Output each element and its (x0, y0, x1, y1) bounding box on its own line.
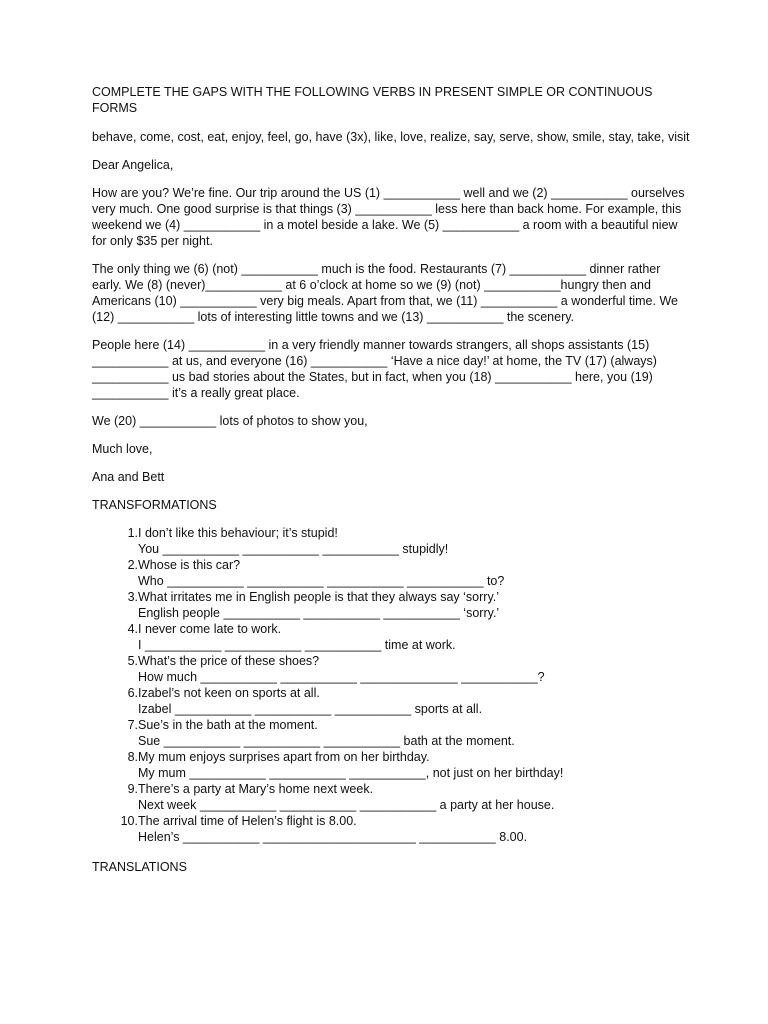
item-rewrite: Sue ___________ ___________ ___________ bath at the moment. (138, 734, 515, 748)
letter-greeting: Dear Angelica, (92, 158, 174, 172)
item-sentence: The arrival time of Helen’s flight is 8.00. (138, 814, 357, 828)
item-number: 9. (127, 782, 138, 796)
item-number: 4. (127, 622, 138, 636)
item-sentence: Izabel’s not keen on sports at all. (138, 686, 320, 700)
list-item (92, 621, 692, 653)
verb-list: behave, come, cost, eat, enjoy, feel, go, have (3x), like, love, realize, say, serve, show, smile, stay, take, visit (92, 130, 690, 144)
item-sentence: I never come late to work. (138, 622, 282, 636)
item-rewrite: English people ___________ ___________ ___________ ‘sorry.’ (138, 606, 500, 620)
letter-closing: Much love, (92, 442, 153, 456)
exercise-heading: COMPLETE THE GAPS WITH THE FOLLOWING VERBS IN PRESENT SIMPLE OR CONTINUOUS FORMS (92, 85, 653, 115)
item-rewrite: Next week ___________ ___________ ___________ a party at her house. (138, 798, 555, 812)
item-sentence: What’s the price of these shoes? (138, 654, 320, 668)
letter-paragraph-1: How are you? We’re fine. Our trip around the US (1) ___________ well and we (2) ___________ ourselves very much. One good surprise is that things (3) ___________ less here than back home. For example, this weekend we (4) ___________ in a motel beside a lake. We (5) ___________ a room with a beautiful niew for only $35 per night. (92, 186, 685, 248)
item-number: 5. (127, 654, 138, 668)
list-item (92, 525, 692, 557)
item-rewrite: My mum ___________ ___________ ___________, not just on her birthday! (138, 766, 564, 780)
item-number: 7. (127, 718, 138, 732)
item-number: 3. (127, 590, 138, 604)
item-sentence: My mum enjoys surprises apart from on her birthday. (138, 750, 430, 764)
worksheet-page (92, 84, 692, 875)
item-sentence: Whose is this car? (138, 558, 241, 572)
item-sentence: Sue’s in the bath at the moment. (138, 718, 318, 732)
list-item (92, 717, 692, 749)
item-rewrite: I ___________ ___________ ___________ time at work. (138, 638, 456, 652)
item-number: 1. (127, 526, 138, 540)
item-rewrite: How much ___________ ___________ ______________ ___________? (138, 670, 545, 684)
list-item (92, 557, 692, 589)
item-rewrite: Helen’s ___________ ______________________ ___________ 8.00. (138, 830, 528, 844)
transformations-title: TRANSFORMATIONS (92, 498, 217, 512)
item-number: 8. (127, 750, 138, 764)
letter-paragraph-4: We (20) ___________ lots of photos to show you, (92, 414, 368, 428)
list-item (92, 813, 692, 845)
item-sentence: I don’t like this behaviour; it’s stupid! (138, 526, 338, 540)
letter-paragraph-2: The only thing we (6) (not) ___________ much is the food. Restaurants (7) ___________ dinner rather early. We (8) (never)___________ at 6 o’clock at home so we (9) (not) ___________hungry then and Americans (10) ___________ very big meals. Apart from that, we (11) ___________ a wonderful time. We (12) ___________ lots of interesting little towns and we (13) ___________ the scenery. (92, 262, 678, 324)
list-item (92, 749, 692, 781)
item-number: 6. (127, 686, 138, 700)
list-item (92, 589, 692, 621)
item-rewrite: You ___________ ___________ ___________ stupidly! (138, 542, 449, 556)
transformations-list (92, 525, 692, 845)
list-item (92, 653, 692, 685)
item-number: 2. (127, 558, 138, 572)
item-rewrite: Izabel ___________ ___________ ___________ sports at all. (138, 702, 483, 716)
list-item (92, 781, 692, 813)
item-sentence: There’s a party at Mary’s home next week. (138, 782, 374, 796)
list-item (92, 685, 692, 717)
translations-title: TRANSLATIONS (92, 860, 187, 874)
item-sentence: What irritates me in English people is that they always say ‘sorry.’ (138, 590, 500, 604)
item-rewrite: Who ___________ ___________ ___________ ___________ to? (138, 574, 505, 588)
letter-signature: Ana and Bett (92, 470, 165, 484)
item-number: 10. (120, 814, 138, 828)
letter-paragraph-3: People here (14) ___________ in a very friendly manner towards strangers, all shops assistants (15) ___________ at us, and everyone (16) ___________ ‘Have a nice day!’ at home, the TV (17) (always) ___________ us bad stories about the States, but in fact, when you (18) ___________ here, you (19) ___________ it’s a really great place. (92, 338, 657, 400)
